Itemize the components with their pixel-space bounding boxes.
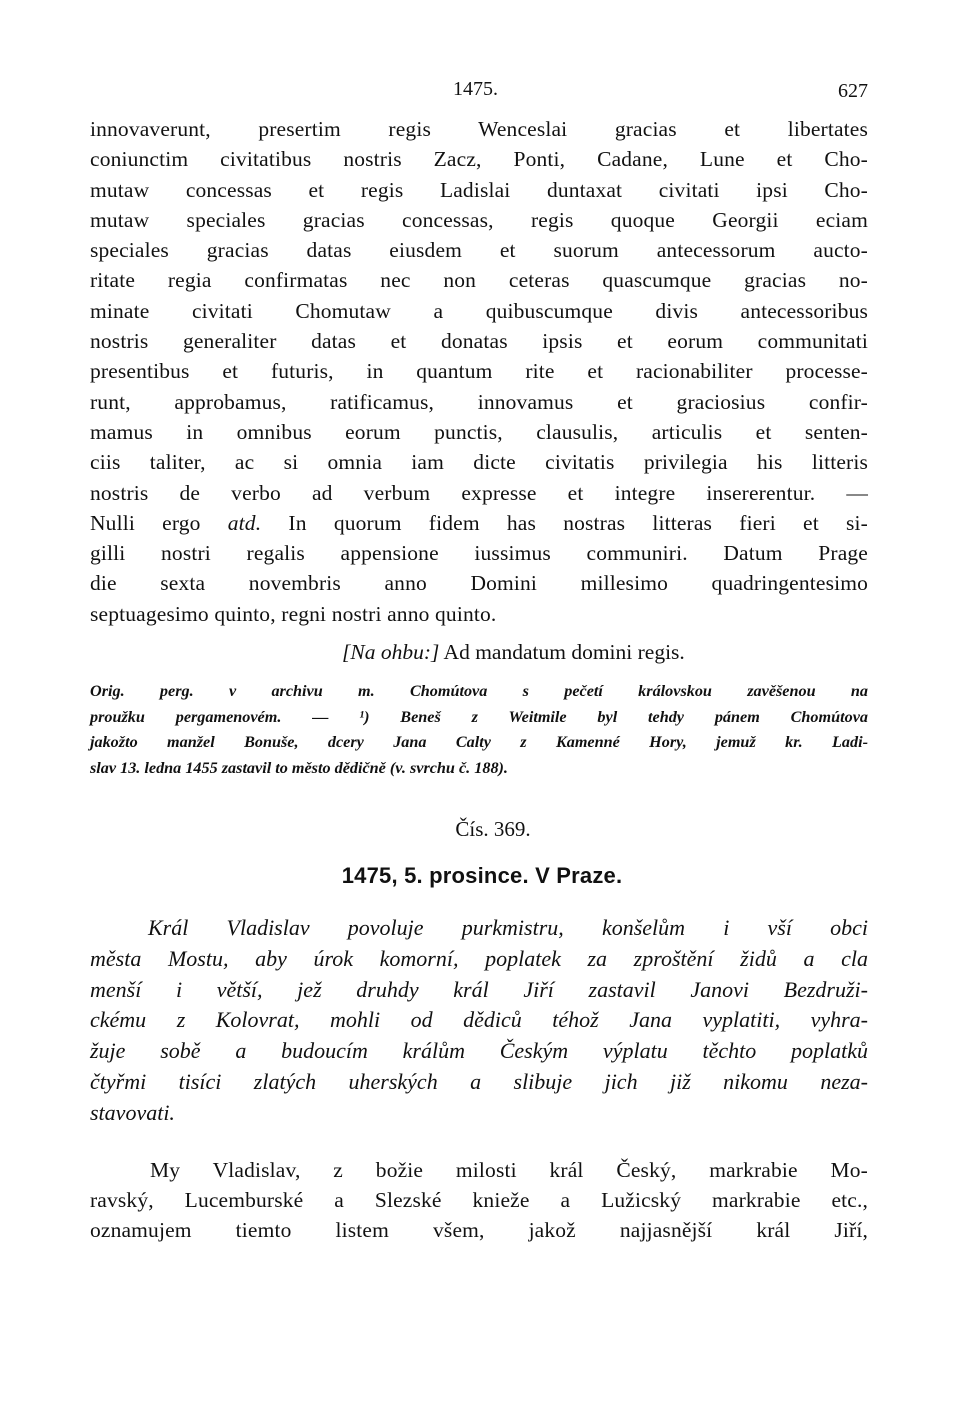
text-line: septuagesimo quinto, regni nostri anno quinto. bbox=[90, 601, 497, 626]
regest-line: města Mostu, aby úrok komorní, poplatek za zproštění židů a cla bbox=[90, 945, 868, 971]
text-line: ciis taliter, ac si omnia iam dicte civitatis privilegia his litteris bbox=[90, 450, 868, 475]
nulli-atd: atd. bbox=[227, 510, 262, 535]
source-note bbox=[90, 679, 868, 781]
charter-text bbox=[90, 1155, 868, 1246]
running-head bbox=[90, 78, 868, 112]
text-line: My Vladislav, z božie milosti král Český, markrabie Mo- bbox=[150, 1157, 868, 1182]
document-number: Čís. 369. bbox=[455, 817, 531, 842]
charter-text-continuation bbox=[90, 114, 868, 629]
mandate-text: Ad mandatum domini regis. bbox=[439, 640, 685, 665]
regest-line: Král Vladislav povoluje purkmistru, konšelům i vší obci bbox=[148, 915, 868, 941]
running-head-year: 1475. bbox=[453, 78, 498, 100]
text-line: mamus in omnibus eorum punctis, clausulis, articulis et senten- bbox=[90, 419, 868, 444]
text-line: coniunctim civitatibus nostris Zacz, Ponti, Cadane, Lune et Cho- bbox=[90, 147, 868, 172]
note-line: jakožto manžel Bonuše, dcery Jana Calty z Kamenné Hory, jemuž kr. Ladi- bbox=[90, 733, 868, 752]
text-line: mutaw concessas et regis Ladislai duntaxat civitati ipsi Cho- bbox=[90, 177, 868, 202]
regest-summary bbox=[90, 913, 868, 1129]
regest-line: stavovati. bbox=[90, 1099, 175, 1125]
document-date-heading: 1475, 5. prosince. V Praze. bbox=[341, 863, 623, 889]
text-line: minate civitati Chomutaw a quibuscumque divis antecessoribus bbox=[90, 298, 868, 323]
nulli-start: Nulli ergo bbox=[90, 510, 228, 535]
note-line: proužku pergamenovém. — ¹) Beneš z Weitmile byl tehdy pánem Chomútova bbox=[90, 707, 868, 726]
regest-line: žuje sobě a budoucím králům Českým výplatu těchto poplatků bbox=[90, 1038, 868, 1064]
note-line: Orig. perg. v archivu m. Chomútova s pečetí královskou zavěšenou na bbox=[90, 682, 868, 701]
page-number: 627 bbox=[838, 80, 868, 102]
text-line: gilli nostri regalis appensione iussimus communiri. Datum Prage bbox=[90, 541, 868, 566]
regest-line: ckému z Kolovrat, mohli od dědiců téhož Jana vyplatiti, vyhra- bbox=[90, 1007, 868, 1033]
nulli-rest: In quorum fidem has nostras litteras fieri et si- bbox=[261, 510, 868, 535]
text-line: ritate regia confirmatas nec non ceteras quascumque gracias no- bbox=[90, 268, 868, 293]
mandate-note bbox=[90, 637, 868, 667]
text-line bbox=[90, 508, 868, 538]
regest-line: čtyřmi tisíci zlatých uherských a slibuje jich již nikomu neza- bbox=[90, 1069, 868, 1095]
text-line: die sexta novembris anno Domini millesimo quadringentesimo bbox=[90, 571, 868, 596]
regest-line: menší i větší, jež druhdy král Jiří zastavil Janovi Bezdruži- bbox=[90, 976, 868, 1002]
book-page bbox=[90, 78, 868, 1246]
text-line: speciales gracias datas eiusdem et suorum antecessorum aucto- bbox=[90, 238, 868, 263]
text-line: runt, approbamus, ratificamus, innovamus et graciosius confir- bbox=[90, 389, 868, 414]
mandate-bracket: [Na ohbu:] bbox=[342, 640, 440, 665]
text-line: presentibus et futuris, in quantum rite et racionabiliter processe- bbox=[90, 359, 868, 384]
text-line: innovaverunt, presertim regis Wenceslai gracias et libertates bbox=[90, 117, 868, 141]
text-line: oznamujem tiemto listem všem, jakož najjasnější král Jiří, bbox=[90, 1218, 868, 1243]
text-line: nostris de verbo ad verbum expresse et integre insererentur. — bbox=[90, 480, 868, 505]
text-line: mutaw speciales gracias concessas, regis quoque Georgii eciam bbox=[90, 207, 868, 232]
note-line: slav 13. ledna 1455 zastavil to město dědičně (v. svrchu č. 188). bbox=[90, 758, 508, 777]
text-line: ravský, Lucemburské a Slezské knieže a Lužicský markrabie etc., bbox=[90, 1187, 868, 1212]
text-line: nostris generaliter datas et donatas ipsis et eorum communitati bbox=[90, 329, 868, 354]
